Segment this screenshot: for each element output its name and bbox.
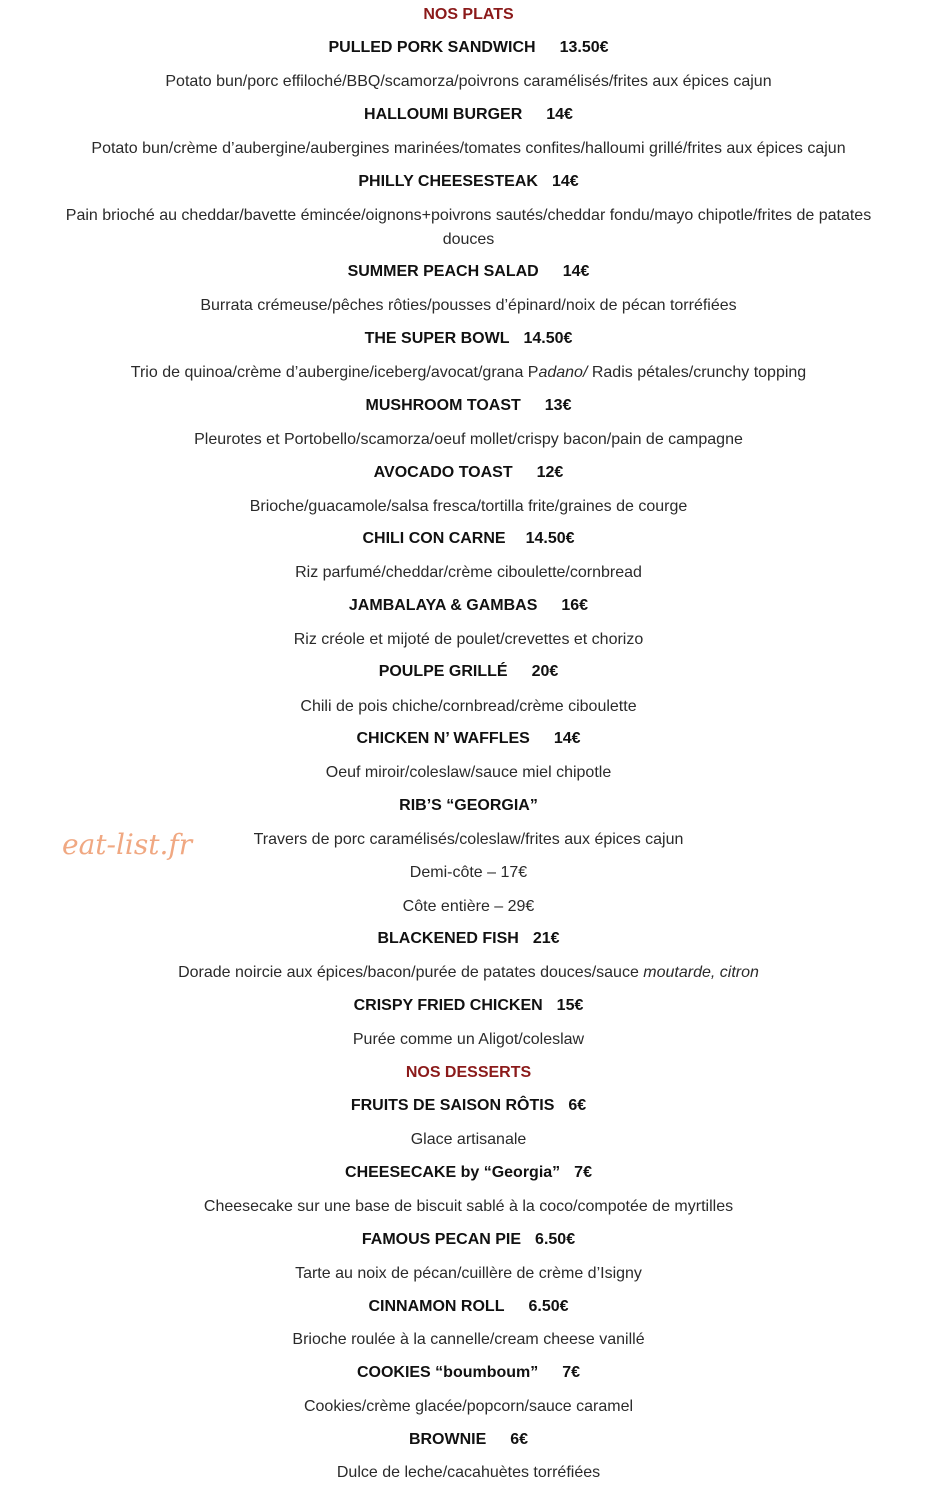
dish-description: Tarte au noix de pécan/cuillère de crème d’Isigny [295,1265,642,1282]
watermark: eat-list.fr [62,828,193,861]
dish-name: CHICKEN N’ WAFFLES [356,730,530,747]
dish-description-italic: moutarde, citron [643,964,759,981]
dish-description-text: Trio de quinoa/crème d’aubergine/iceberg/avocat/grana P [130,364,539,381]
dish-price: 6€ [510,1431,529,1448]
dish-price: 6.50€ [535,1231,576,1248]
dish-name: BLACKENED FISH [377,930,519,947]
menu-item-heading [0,1163,937,1183]
menu-item-heading [0,396,937,416]
menu-item-heading [0,729,937,749]
dish-price: 14€ [551,173,579,190]
menu-item-heading [0,929,937,949]
dish-price: 14€ [546,106,573,123]
dish-description: Chili de pois chiche/cornbread/crème ciboulette [300,698,637,715]
menu-item-heading [0,262,937,282]
dish-description: Riz créole et mijoté de poulet/crevettes et chorizo [293,631,644,648]
dish-name: PHILLY CHEESESTEAK [358,173,538,190]
section-title-plats: NOS PLATS [423,6,514,23]
menu-item-heading [0,1430,937,1450]
dish-price: 14.50€ [523,330,573,347]
dish-name: FRUITS DE SAISON RÔTIS [350,1097,555,1114]
dish-description: Brioche roulée à la cannelle/cream cheese vanillé [292,1331,645,1348]
dish-description: Riz parfumé/cheddar/crème ciboulette/cornbread [295,564,642,581]
dish-description-text: Radis pétales/crunchy topping [587,364,807,381]
dish-name: PULLED PORK SANDWICH [328,39,536,56]
dish-name: THE SUPER BOWL [364,330,510,347]
dish-description: Burrata crémeuse/pêches rôties/pousses d’épinard/noix de pécan torréfiées [200,297,737,314]
dish-description: Pain brioché au cheddar/bavette émincée/oignons+poivrons sautés/cheddar fondu/mayo chipotle/frites de patates douces [65,207,872,248]
dish-name: MUSHROOM TOAST [365,397,521,414]
dish-name: HALLOUMI BURGER [364,106,523,123]
menu-item-heading [0,1363,937,1383]
menu-item-heading [0,596,937,616]
dish-name: CHEESECAKE by “Georgia” [345,1164,561,1181]
dish-option: Côte entière – 29€ [402,898,535,915]
dish-price: 6.50€ [528,1298,569,1315]
dish-option: Demi-côte – 17€ [409,864,528,881]
menu-item-heading [0,529,937,549]
dish-name: JAMBALAYA & GAMBAS [348,597,538,614]
dish-description: Pleurotes et Portobello/scamorza/oeuf mollet/crispy bacon/pain de campagne [194,431,743,448]
dish-price: 7€ [562,1364,581,1381]
dish-description [0,963,937,983]
dish-price: 21€ [532,930,560,947]
dish-description: Potato bun/porc effiloché/BBQ/scamorza/poivrons caramélisés/frites aux épices cajun [165,73,772,90]
menu-item-heading [0,996,937,1016]
dish-price: 14€ [562,263,590,280]
menu-item-heading [0,172,937,192]
dish-description-italic: adano/ [538,364,588,381]
dish-description: Dulce de leche/cacahuètes torréfiées [336,1464,601,1481]
dish-name: CHILI CON CARNE [362,530,506,547]
dish-name: COOKIES “boumboum” [356,1364,539,1381]
dish-description-text: Dorade noircie aux épices/bacon/purée de patates douces/sauce [178,964,644,981]
dish-description: Purée comme un Aligot/coleslaw [352,1031,585,1048]
dish-name: CINNAMON ROLL [368,1298,505,1315]
dish-description: Travers de porc caramélisés/coleslaw/frites aux épices cajun [253,831,684,848]
dish-name: RIB’S “GEORGIA” [399,797,538,814]
dish-price: 20€ [531,663,559,680]
dish-name: FAMOUS PECAN PIE [361,1231,522,1248]
dish-description [0,363,937,383]
dish-name: POULPE GRILLÉ [378,663,508,680]
dish-description: Potato bun/crème d’aubergine/aubergines marinées/tomates confites/halloumi grillé/frites aux épices cajun [91,140,846,157]
dish-description: Oeuf miroir/coleslaw/sauce miel chipotle [325,764,612,781]
menu-item-heading [0,105,937,125]
dish-price: 14€ [553,730,581,747]
menu-item-heading [0,38,937,58]
dish-name: SUMMER PEACH SALAD [347,263,539,280]
dish-price: 15€ [556,997,584,1014]
dish-price: 7€ [574,1164,592,1181]
menu-item-heading [0,463,937,483]
menu-item-heading [0,1230,937,1250]
dish-price: 12€ [536,464,564,481]
dish-price: 13€ [544,397,572,414]
menu-item-heading [0,796,937,816]
dish-price: 14.50€ [525,530,575,547]
dish-description: Brioche/guacamole/salsa fresca/tortilla frite/graines de courge [249,498,688,515]
menu-item-heading [0,1096,937,1116]
menu-item-heading [0,1297,937,1317]
dish-price: 6€ [568,1097,587,1114]
dish-description: Glace artisanale [410,1131,527,1148]
menu-item-heading [0,329,937,349]
dish-price: 13.50€ [559,39,609,56]
dish-description: Cheesecake sur une base de biscuit sablé à la coco/compotée de myrtilles [203,1198,734,1215]
section-title-desserts: NOS DESSERTS [405,1064,532,1081]
dish-description: Cookies/crème glacée/popcorn/sauce caramel [303,1398,634,1415]
dish-name: AVOCADO TOAST [373,464,513,481]
dish-name: BROWNIE [408,1431,487,1448]
dish-price: 16€ [561,597,589,614]
dish-name: CRISPY FRIED CHICKEN [353,997,543,1014]
menu-item-heading [0,662,937,682]
